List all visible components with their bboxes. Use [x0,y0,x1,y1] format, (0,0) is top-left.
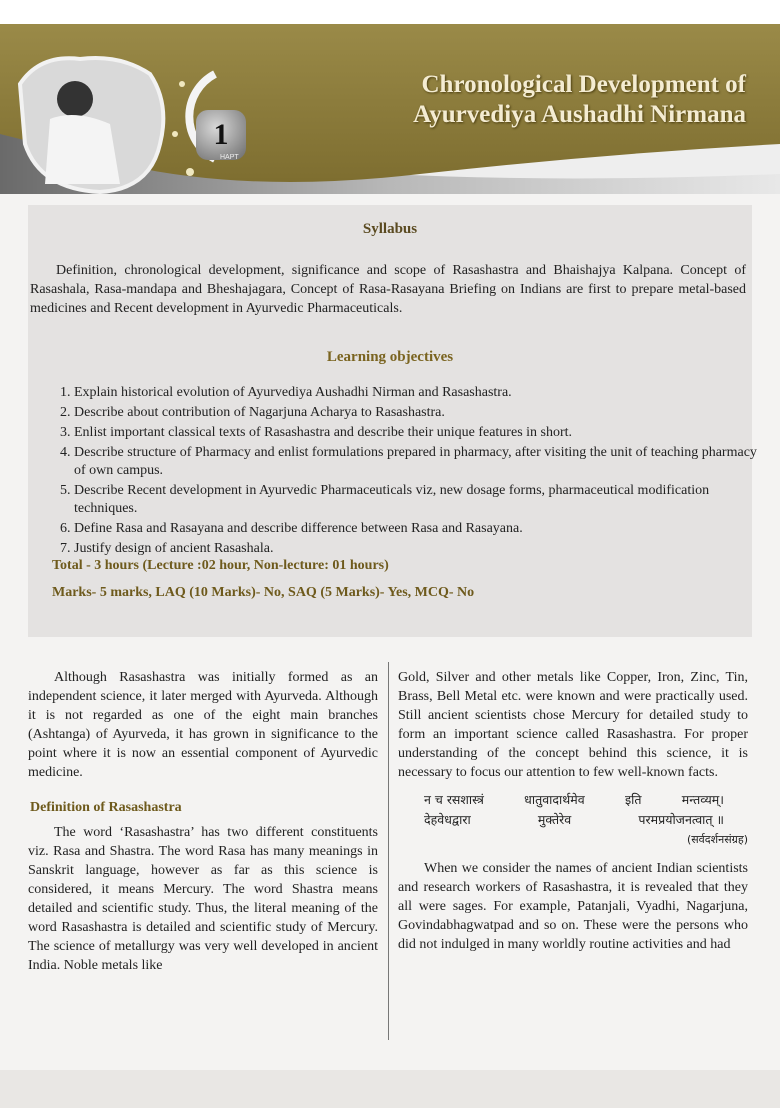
chapter-number: 1 [196,110,246,160]
objective-item: 5. Describe Recent development in Ayurvedic Pharmaceuticals viz, new dosage forms, pharmaceutical modification techniques. [74,482,764,518]
chapter-banner [0,24,780,194]
syllabus-box [28,205,757,637]
total-hours: Total - 3 hours (Lecture :02 hour, Non-lecture: 01 hours) [52,558,389,573]
objective-item: 6. Define Rasa and Rasayana and describe difference between Rasa and Rasayana. [74,520,764,538]
verse-word: न च रसशास्त्रं [424,792,484,807]
verse-word: परमप्रयोजनत्वात् ॥ [638,812,724,827]
verse-source: (सर्वदर्शनसंग्रह) [686,833,748,846]
objective-item: 4. Describe structure of Pharmacy and enlist formulations prepared in pharmacy, after visiting the unit of teaching pharmacy of own campus. [74,444,764,480]
objective-item: 7. Justify design of ancient Rasashala. [74,540,764,558]
page-top-margin [0,0,780,24]
chapter-title [413,70,746,130]
verse-word: देहवेधद्वारा [424,812,471,827]
column-divider [388,662,389,1040]
syllabus-heading: Syllabus [362,221,418,237]
verse-word: इति [624,792,642,807]
title-line-1: Chronological Development of [421,71,746,98]
marks-info: Marks- 5 marks, LAQ (10 Marks)- No, SAQ (5 Marks)- Yes, MCQ- No [52,585,475,600]
intro-paragraph: Although Rasashastra was initially formed as an independent science, it later merged with Ayurveda. Although it is not regarded as one of the eight main branches (Ashtanga) of Ayurveda, it has grown in significance to the point where it is now an essential component of Ayurvedic medicine. [28,670,378,780]
sanskrit-verse [398,790,748,830]
objectives-list [52,384,764,560]
objective-item: 2. Describe about contribution of Nagarjuna Acharya to Rasashastra. [74,404,764,422]
objective-item: 3. Enlist important classical texts of Rasashastra and describe their unique features in short. [74,424,764,442]
page-bottom-strip [0,1070,780,1108]
objective-item: 1. Explain historical evolution of Ayurvediya Aushadhi Nirman and Rasashastra. [74,384,764,402]
title-line-2: Ayurvediya Aushadhi Nirmana [413,101,746,128]
right-column [398,668,748,954]
verse-word: मन्तव्यम्। [681,792,724,807]
metals-paragraph: Gold, Silver and other metals like Copper, Iron, Zinc, Tin, Brass, Bell Metal etc. were known and were practically used. Still ancient scientists chose Mercury for detailed study to form an important science called Rasashastra. For proper understanding of the concept behind this science, it is necessary to focus our attention to few well-known facts. [398,670,748,780]
left-column [28,668,378,975]
verse-word: मुक्तेरेव [537,812,572,827]
sages-paragraph: When we consider the names of ancient Indian scientists and research workers of Rasashastra, it is revealed that they all were sages. For example, Patanjali, Vyadhi, Nagarjuna, Govindabhagwatpad and so on. These were the persons who did not indulged in many worldly routine activities and had [398,861,748,952]
definition-paragraph: The word ‘Rasashastra’ has two different constituents viz. Rasa and Shastra. The word Rasa has many meanings in Sanskrit language, however as far as this science is considered, it means Mercury. The word Shastra means detailed and scientific study. Thus, the literal meaning of the word Rasashastra is detailed and scientific study of Mercury. The science of metallurgy was very well developed in ancient India. Noble metals like [28,825,378,973]
definition-heading: Definition of Rasashastra [30,800,182,815]
syllabus-text: Definition, chronological development, significance and scope of Rasashastra and Bhaishajya Kalpana. Concept of Rasashala, Rasa-mandapa and Bheshajagara, Concept of Rasa-Rasayana Briefing on Indians are first to prepare metal-based medicines and Recent development in Ayurvedic Pharmaceuticals. [30,263,746,316]
verse-word: धातुवादार्थमेव [524,792,585,807]
learning-objectives-heading: Learning objectives [326,349,454,365]
chapter-label: HAPT [220,154,239,161]
